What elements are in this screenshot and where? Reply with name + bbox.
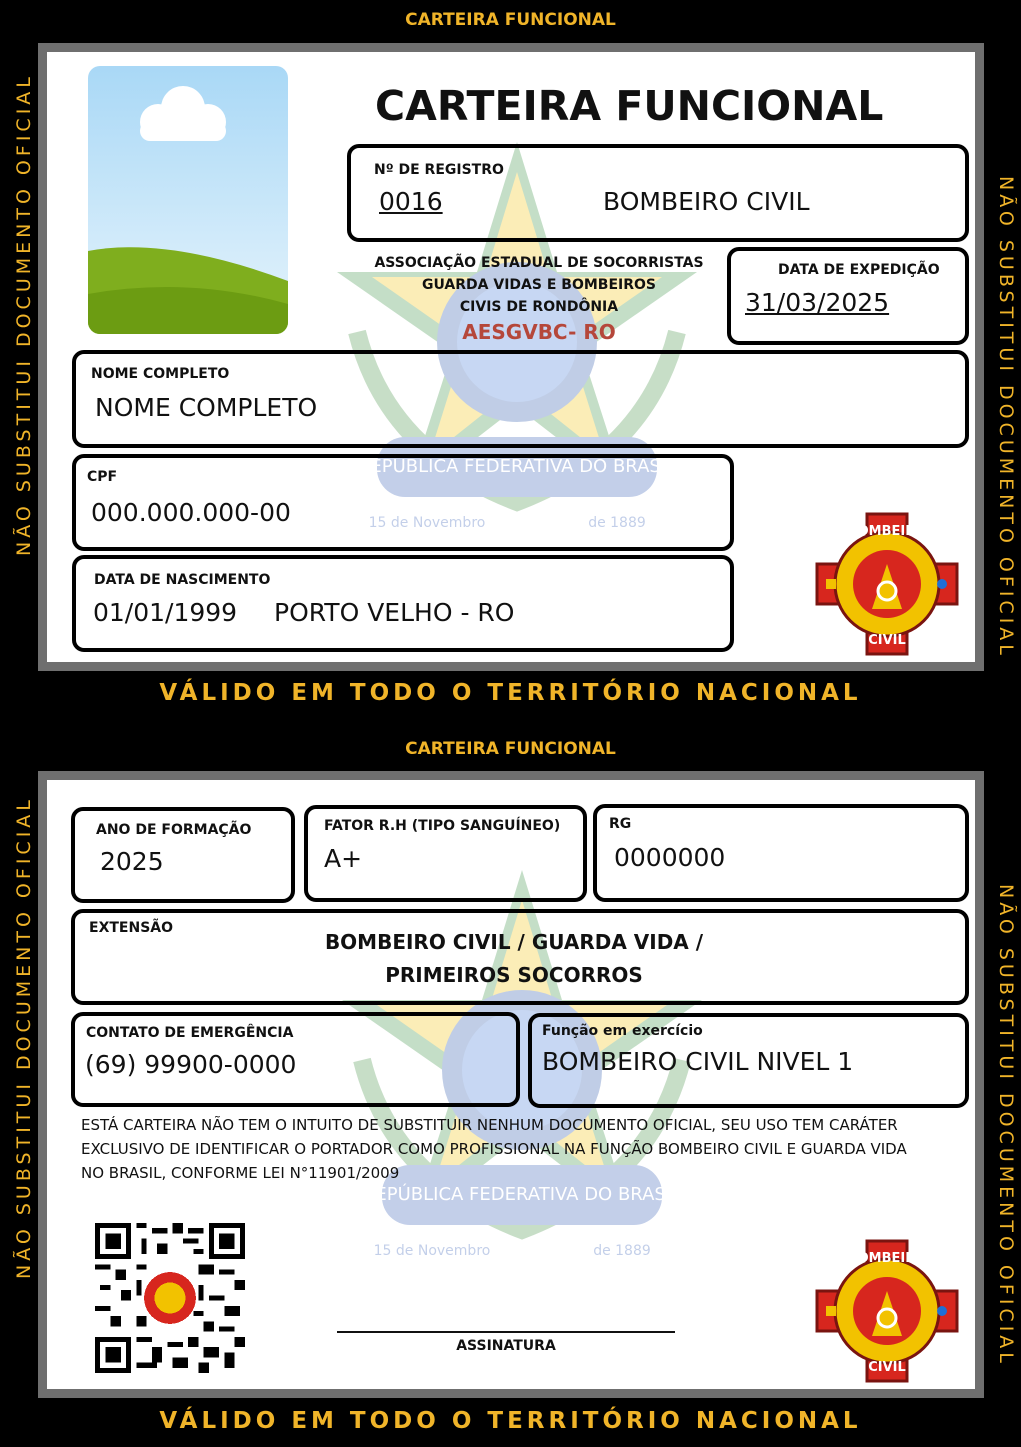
seal-date-back: 15 de Novembro [373, 1243, 491, 1259]
side-text-right-front: NÃO SUBSTITUI DOCUMENTO OFICIAL [995, 176, 1017, 659]
naturalidade-value: PORTO VELHO - RO [274, 598, 515, 627]
funcao-value: BOMBEIRO CIVIL NIVEL 1 [542, 1047, 854, 1076]
badge-top-text-back: BOMBEIRO [847, 1251, 927, 1266]
sigla: AESGVBC- RO [462, 320, 616, 344]
cpf-value: 000.000.000-00 [91, 498, 291, 527]
side-text-left-front: NÃO SUBSTITUI DOCUMENTO OFICIAL [13, 73, 35, 556]
registro-label: Nº DE REGISTRO [374, 162, 504, 178]
expedicao-value: 31/03/2025 [745, 288, 890, 317]
extensao-line2: PRIMEIROS SOCORROS [385, 963, 643, 987]
associacao-line3: CIVIS DE RONDÔNIA [459, 299, 619, 315]
extensao-label: EXTENSÃO [89, 920, 174, 936]
back-card [38, 771, 984, 1398]
badge-bottom-text: CIVIL [868, 633, 906, 648]
card-title: CARTEIRA FUNCIONAL [375, 82, 884, 130]
contato-label: CONTATO DE EMERGÊNCIA [86, 1025, 294, 1041]
fator-value: A+ [324, 844, 363, 873]
associacao-line2: GUARDA VIDAS E BOMBEIROS [422, 277, 656, 293]
funcao-label: Função em exercício [542, 1023, 703, 1039]
associacao-text [369, 252, 709, 318]
front-bottom-label: VÁLIDO EM TODO O TERRITÓRIO NACIONAL [159, 680, 862, 706]
back-bottom-label: VÁLIDO EM TODO O TERRITÓRIO NACIONAL [159, 1408, 862, 1434]
seal-text-front: REPÚBLICA FEDERATIVA DO BRASIL [357, 456, 677, 477]
cargo-value: BOMBEIRO CIVIL [603, 187, 810, 216]
nascimento-label: DATA DE NASCIMENTO [94, 572, 271, 588]
extensao-text [227, 926, 801, 992]
back-top-label: CARTEIRA FUNCIONAL [405, 739, 616, 759]
disclaimer-line2: EXCLUSIVO DE IDENTIFICAR O PORTADOR COMO PROFISSIONAL NA FUNÇÃO BOMBEIRO CIVIL E GUARDA VIDA [81, 1140, 907, 1158]
rg-value: 0000000 [614, 843, 726, 872]
seal-text-back: REPÚBLICA FEDERATIVA DO BRASIL [362, 1184, 682, 1205]
formacao-label: ANO DE FORMAÇÃO [96, 822, 252, 838]
registro-value: 0016 [379, 187, 443, 216]
front-top-label: CARTEIRA FUNCIONAL [405, 10, 616, 30]
contato-value: (69) 99900-0000 [85, 1050, 297, 1079]
seal-date-front: 15 de Novembro [368, 515, 486, 531]
badge-top-text: BOMBEIRO [847, 524, 927, 539]
rg-label: RG [609, 816, 632, 832]
assinatura-label: ASSINATURA [456, 1338, 556, 1354]
cpf-label: CPF [87, 469, 118, 485]
disclaimer [81, 1113, 981, 1185]
side-text-right-back: NÃO SUBSTITUI DOCUMENTO OFICIAL [995, 884, 1017, 1367]
nascimento-value: 01/01/1999 [93, 598, 238, 627]
seal-year-front: de 1889 [588, 515, 646, 531]
associacao-line1: ASSOCIAÇÃO ESTADUAL DE SOCORRISTAS [374, 255, 704, 271]
side-text-left-back: NÃO SUBSTITUI DOCUMENTO OFICIAL [13, 796, 35, 1279]
nome-value: NOME COMPLETO [95, 393, 318, 422]
formacao-value: 2025 [100, 847, 164, 876]
front-card [38, 43, 984, 671]
badge-bottom-text-back: CIVIL [868, 1360, 906, 1375]
fator-label: FATOR R.H (TIPO SANGUÍNEO) [324, 818, 561, 834]
seal-year-back: de 1889 [593, 1243, 651, 1259]
photo-placeholder [88, 66, 288, 334]
extensao-line1: BOMBEIRO CIVIL / GUARDA VIDA / [324, 930, 704, 954]
disclaimer-line3: NO BRASIL, CONFORME LEI N°11901/2009 [81, 1164, 400, 1182]
signature-line [337, 1331, 675, 1333]
qr-code [95, 1223, 245, 1373]
expedicao-label: DATA DE EXPEDIÇÃO [778, 262, 940, 278]
bombeiro-civil-badge-back [812, 1236, 962, 1386]
disclaimer-line1: ESTÁ CARTEIRA NÃO TEM O INTUITO DE SUBSTITUIR NENHUM DOCUMENTO OFICIAL, SEU USO TEM CARÁTER [81, 1116, 898, 1134]
nome-label: NOME COMPLETO [91, 366, 230, 382]
bombeiro-civil-badge [812, 509, 962, 659]
